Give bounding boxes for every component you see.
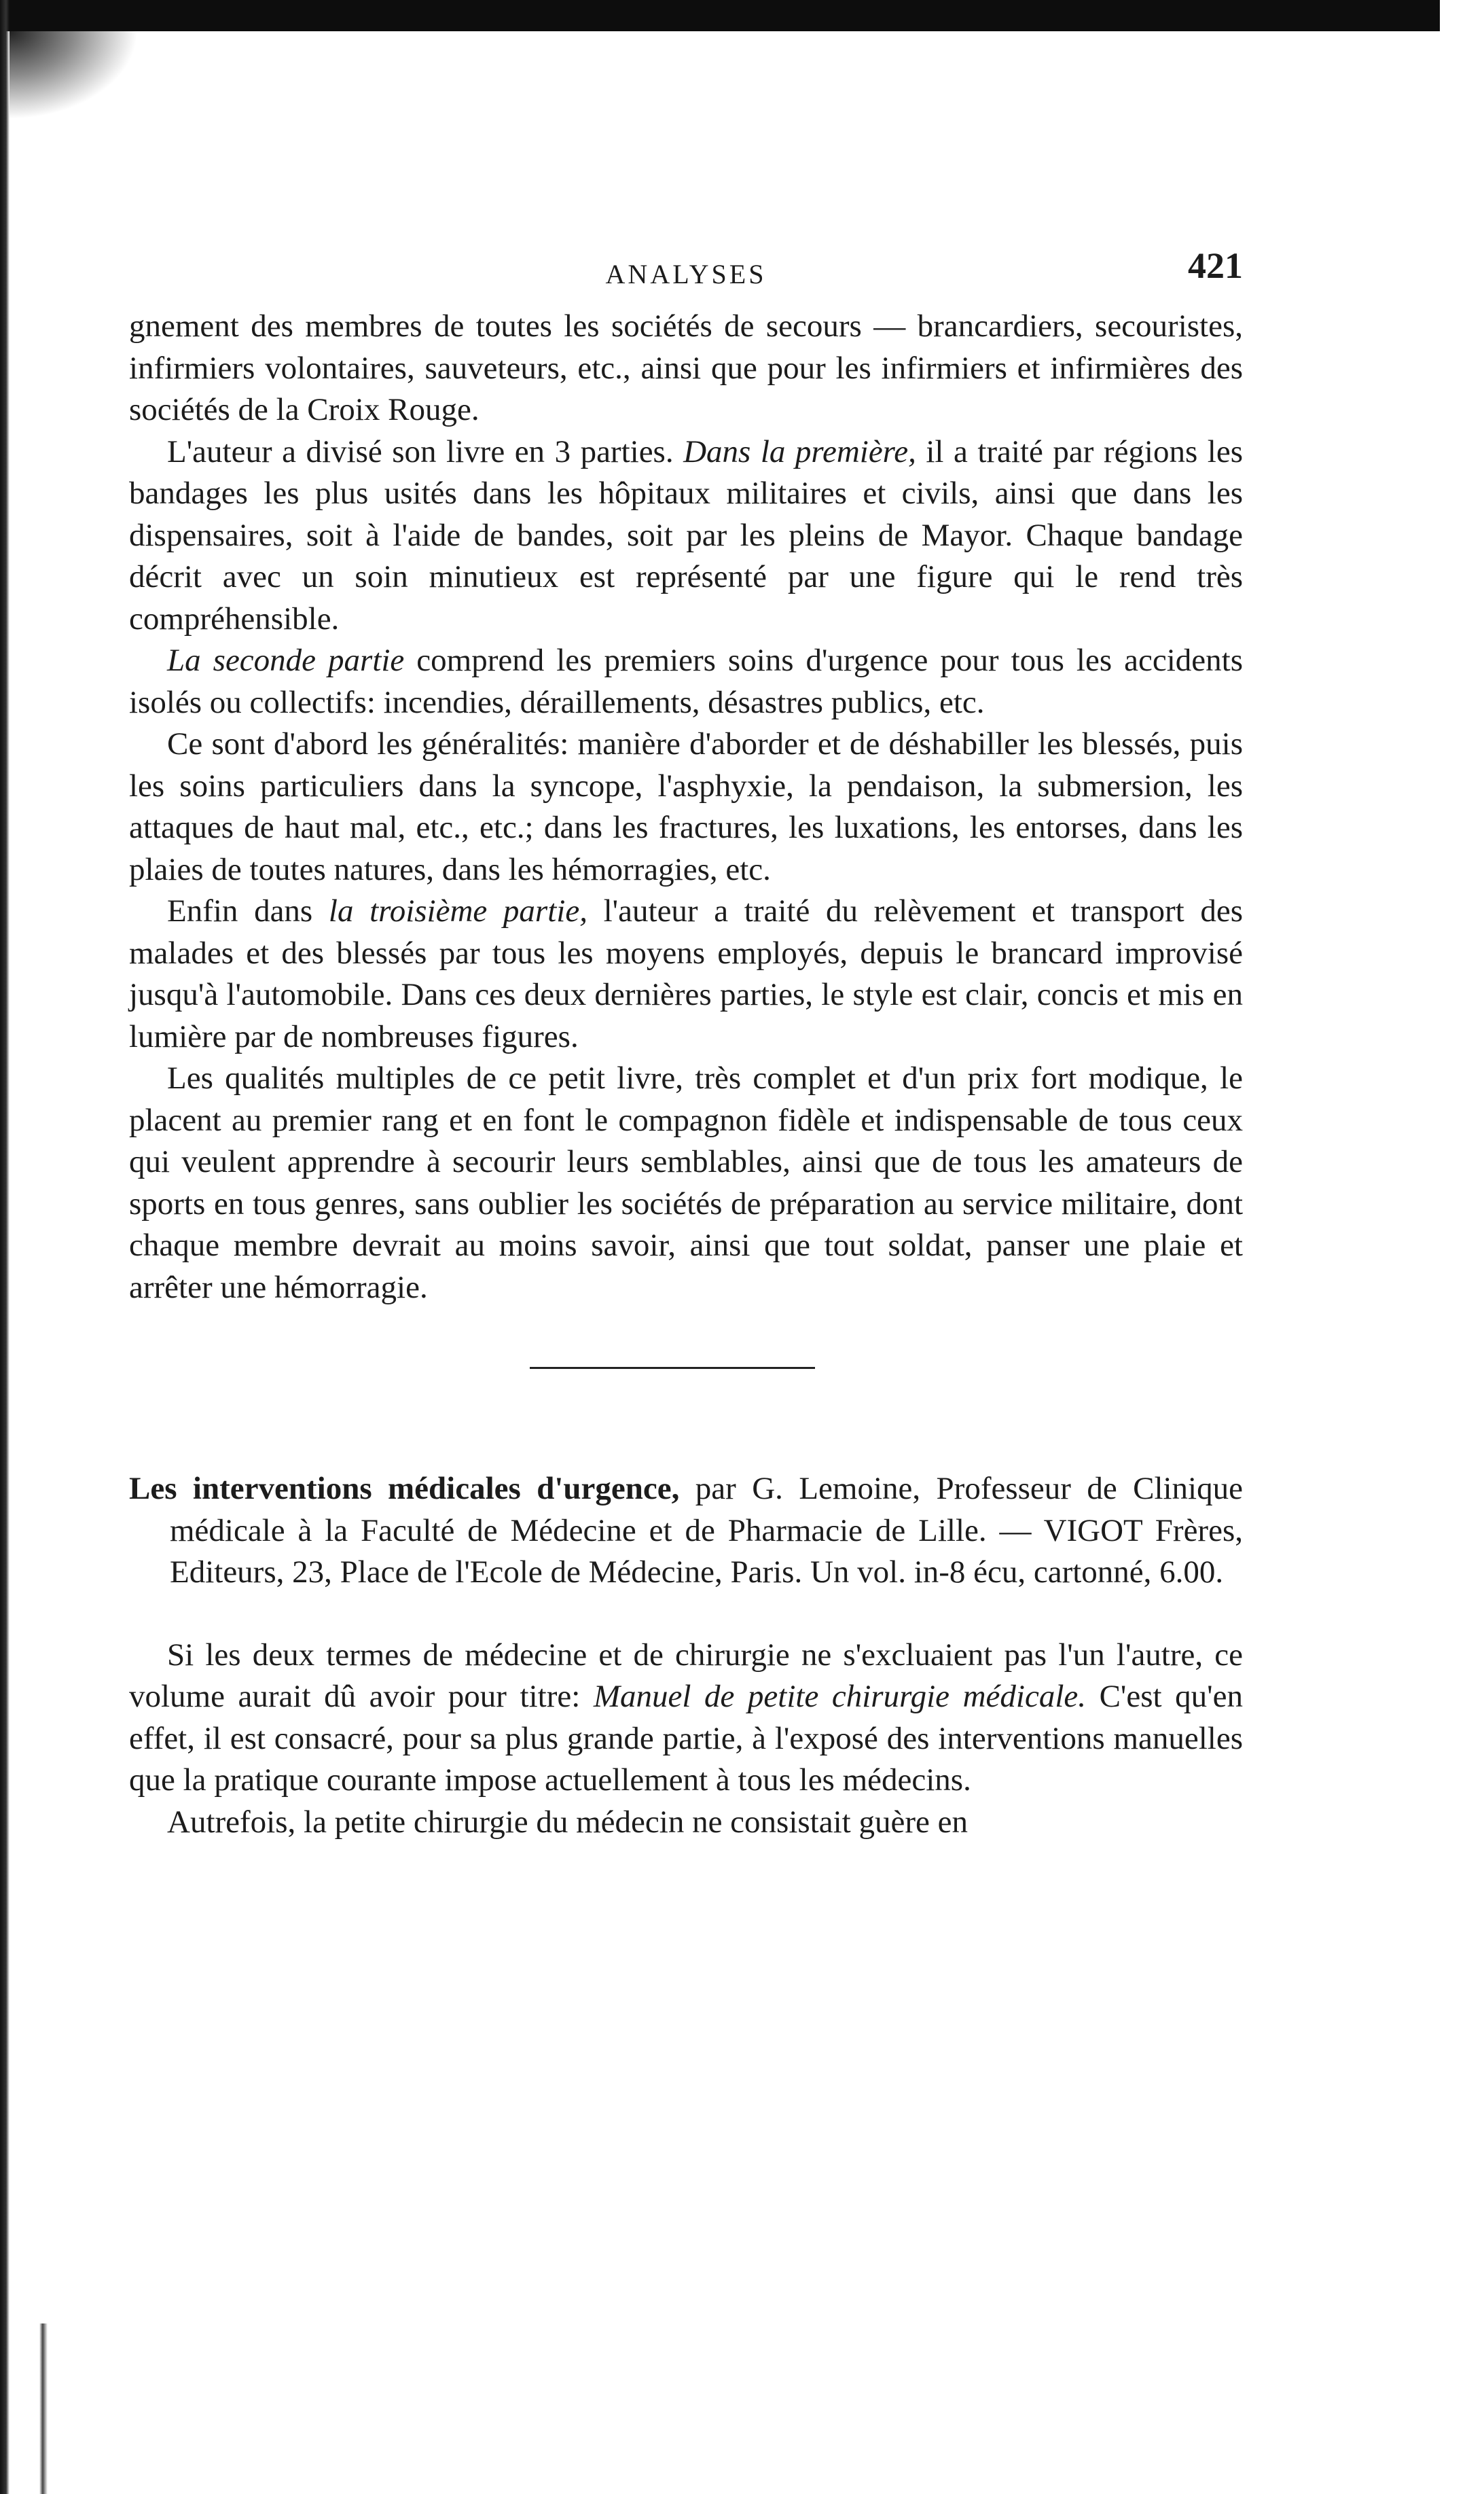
body-text (129, 306, 1243, 1308)
book-page (129, 245, 1243, 1843)
paragraph: Autrefois, la petite chirurgie du médecin ne consistait guère en (167, 1804, 968, 1840)
scan-smudge (10, 31, 139, 120)
scan-edge-left (0, 0, 10, 2494)
section-divider (129, 1308, 1243, 1397)
paragraph: Enfin dans la troisième partie, l'auteur a traité du relèvement et transport des malades et des blessés par tous les moyens employés, depuis le brancard improvisé jusqu'à l'automobile. Dans ces deux dernières parties, le style est clair, concis et mis en lumière par de nombreuses figures. (129, 893, 1243, 1054)
paragraph-continued: gnement des membres de toutes les sociétés de secours — brancardiers, secouristes, infirmiers volontaires, sauveteurs, etc., ainsi que pour les infirmiers et infirmières des sociétés de la Croix Rouge. (129, 308, 1243, 427)
running-title: ANALYSES (605, 259, 767, 289)
citation-details: par G. Lemoine, Professeur de Clinique médicale à la Faculté de Médecine et de Pharmacie de Lille. — VIGOT Frères, Editeurs, 23, Place de l'Ecole de Médecine, Paris. Un vol. in-8 écu, cartonné, 6.00. (170, 1471, 1243, 1590)
citation-title: Les interventions médicales d'urgence, (129, 1471, 680, 1506)
divider-rule (530, 1367, 815, 1369)
scan-edge-left-bottom (39, 2323, 48, 2494)
paragraph: Si les deux termes de médecine et de chirurgie ne s'excluaient pas l'un l'autre, ce volume aurait dû avoir pour titre: Manuel de petite chirurgie médicale. C'est qu'en effet, il est consacré, pour sa plus grande partie, à l'exposé des interventions manuelles que la pratique courante impose actuellement à tous les médecins. (129, 1637, 1244, 1798)
book-citation (129, 1468, 1243, 1594)
scan-edge-top (0, 0, 1440, 31)
paragraph: Les qualités multiples de ce petit livre, très complet et d'un prix fort modique, le placent au premier rang et en font le compagnon fidèle et indispensable de tous ceux qui veulent apprendre à secourir leurs semblables, ainsi que de tous les amateurs de sports en tous genres, sans oublier les sociétés de préparation au service militaire, dont chaque membre devrait au moins savoir, ainsi que tout soldat, panser une plaie et arrêter une hémorragie. (129, 1061, 1243, 1305)
paragraph: L'auteur a divisé son livre en 3 parties. Dans la première, il a traité par régions les bandages les plus usités dans les hôpitaux militaires et civils, ainsi que dans les dispensaires, soit à l'aide de bandes, soit par les pleins de Mayor. Chaque bandage décrit avec un soin minutieux est représenté par une figure qui le rend très compréhensible. (129, 433, 1243, 637)
page-number: 421 (1188, 245, 1243, 286)
paragraph: La seconde partie comprend les premiers soins d'urgence pour tous les accidents isolés ou collectifs: incendies, déraillements, désastres publics, etc. (129, 643, 1243, 720)
paragraph: Ce sont d'abord les généralités: manière d'aborder et de déshabiller les blessés, puis les soins particuliers dans la syncope, l'asphyxie, la pendaison, la submersion, les attaques de haut mal, etc., etc.; dans les fractures, les luxations, les entorses, dans les plaies de toutes natures, dans les hémorragies, etc. (129, 726, 1243, 887)
running-head (129, 245, 1243, 306)
review-text (129, 1635, 1243, 1844)
